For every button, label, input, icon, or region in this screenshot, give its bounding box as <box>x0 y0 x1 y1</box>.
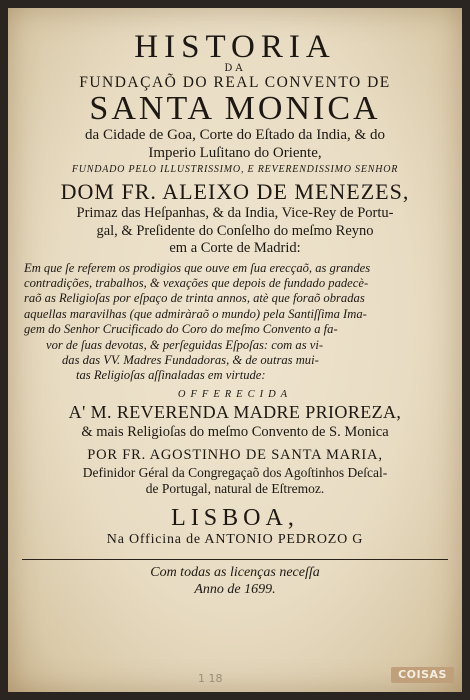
paragraph-line: aquellas maravilhas (que admiràraõ o mundo) pela Santiſſima Ima- <box>24 306 367 321</box>
definidor-line: Definidor Géral da Congregaçaõ dos Agoſtinhos Deſcal- <box>82 464 388 480</box>
description-paragraph <box>18 261 452 384</box>
watermark-badge: COISAS <box>391 667 454 683</box>
madrid-line: em a Corte de Madrid: <box>169 240 301 256</box>
author-line: POR FR. AGOSTINHO DE SANTA MARIA, <box>87 446 383 463</box>
paragraph-line: tas Religioſas aſſinaladas em virtude: <box>76 368 266 383</box>
title-line: HISTORIA <box>134 29 336 65</box>
licencas-line: Com todas as licenças neceſſa <box>150 564 320 580</box>
pencil-annotation: 1 18 <box>198 672 223 685</box>
paragraph-line: das das VV. Madres Fundadoras, & de outras mui- <box>62 352 319 367</box>
fundado-line: FUNDADO PELO ILLUSTRISSIMO, E REVERENDISSIMO SENHOR <box>71 164 399 175</box>
printer-line: Na Officina de ANTONIO PEDROZO G <box>106 531 364 547</box>
offerecida-line: OFFERECIDA <box>177 388 293 400</box>
paragraph-line: vor de ſuas devotas, & perſeguidas Eſpoſas: com as vi- <box>46 337 324 352</box>
dom-aleixo-line: DOM FR. ALEIXO DE MENEZES, <box>60 179 410 204</box>
paragraph-line: contradições, trabalhos, & vexações que depois de fundado padecè- <box>24 275 369 290</box>
paragraph-line: Em que ſe referem os prodigios que ouve em ſua erecçaõ, as grandes <box>24 260 371 275</box>
santa-monica-line: SANTA MONICA <box>89 90 381 127</box>
da-line: DA <box>224 63 246 74</box>
title-page-text <box>18 30 452 598</box>
religiosas-line: & mais Religioſas do meſmo Convento de S. Monica <box>81 423 389 440</box>
primaz-line: Primaz das Heſpanhas, & da India, Vice-Rey de Portu- <box>76 205 394 221</box>
goa-line: da Cidade de Goa, Corte do Eſtado da India, & do <box>85 127 385 143</box>
subtitle-line: FUNDAÇAÕ DO REAL CONVENTO DE <box>79 74 391 91</box>
portugal-line: de Portugal, natural de Eſtremoz. <box>145 480 325 496</box>
paragraph-line: gem do Senhor Crucificado do Coro do meſmo Convento a fa- <box>24 322 338 337</box>
imprint-rule <box>22 559 448 560</box>
book-page <box>8 8 462 692</box>
imperio-line: Imperio Luſitano do Oriente, <box>148 145 322 161</box>
lisboa-line: LISBOA, <box>171 504 299 531</box>
presidente-line: gal, & Preſidente do Conſelho do meſmo Reyno <box>96 222 374 239</box>
prioreza-line: A' M. REVERENDA MADRE PRIOREZA, <box>68 401 402 422</box>
year-line: Anno de 1699. <box>194 581 276 597</box>
paragraph-line: raõ as Religioſas por eſpaço de trinta annos, atè que foraõ obradas <box>24 291 365 306</box>
